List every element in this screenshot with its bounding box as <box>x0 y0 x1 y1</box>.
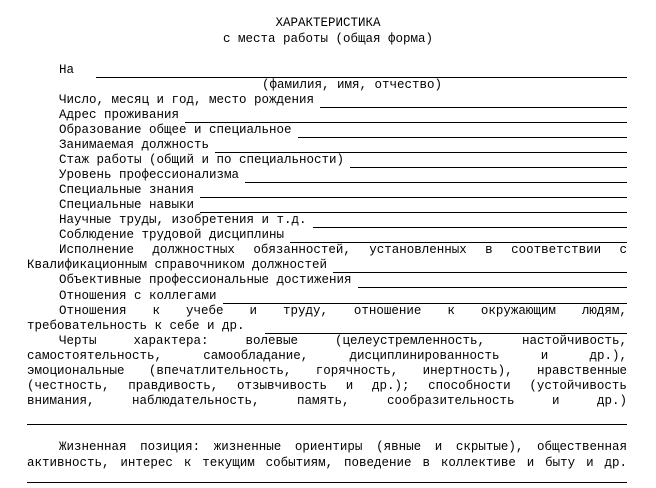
discipline-field[interactable] <box>290 230 627 243</box>
traits-line-1: Черты характера: волевые (целеустремленность, настойчивость, <box>59 334 627 348</box>
traits-line-2: самостоятельность, самообладание, дисциплинированность и др.), <box>27 349 627 363</box>
colleagues-label: Отношения с коллегами <box>59 289 217 303</box>
life-line-1: Жизненная позиция: жизненные ориентиры (явные и скрытые), общественная <box>59 440 627 454</box>
study-line-1: Отношения к учебе и труду, отношение к окружающим людям, <box>59 304 627 318</box>
birth-label: Число, месяц и год, место рождения <box>59 93 315 107</box>
traits-line-3: эмоциональные (впечатлительность, горячность, инертность), нравственные <box>27 364 627 378</box>
position-row <box>59 138 627 153</box>
professionalism-label: Уровень профессионализма <box>59 168 240 182</box>
experience-field[interactable] <box>350 155 627 168</box>
experience-row <box>59 153 627 168</box>
study-label: требовательность к себе и др. <box>27 319 245 333</box>
birth-field[interactable] <box>320 95 627 108</box>
to-label: На <box>59 63 75 77</box>
life-answer-line[interactable] <box>27 482 627 483</box>
education-label: Образование общее и специальное <box>59 123 292 137</box>
knowledge-label: Специальные знания <box>59 183 195 197</box>
discipline-label: Соблюдение трудовой дисциплины <box>59 228 285 242</box>
discipline-row <box>59 228 627 243</box>
duties-label: Квалификационным справочником должностей <box>27 258 328 272</box>
address-label: Адрес проживания <box>59 108 180 122</box>
works-field[interactable] <box>313 215 627 228</box>
study-row <box>27 319 627 334</box>
position-field[interactable] <box>215 140 627 153</box>
skills-label: Специальные навыки <box>59 198 195 212</box>
knowledge-row <box>59 183 627 198</box>
life-line-2: активность, интерес к текущим событиям, поведение в коллективе и быту и др. <box>27 456 627 470</box>
skills-field[interactable] <box>200 200 627 213</box>
document-subtitle: с места работы (общая форма) <box>222 32 434 46</box>
document-title: ХАРАКТЕРИСТИКА <box>275 16 381 30</box>
position-label: Занимаемая должность <box>59 138 210 152</box>
knowledge-field[interactable] <box>200 185 627 198</box>
traits-answer-line[interactable] <box>27 424 627 425</box>
colleagues-field[interactable] <box>223 291 627 304</box>
education-row <box>59 123 627 138</box>
to-row <box>59 63 627 78</box>
education-field[interactable] <box>298 125 627 138</box>
skills-row <box>59 198 627 213</box>
traits-line-4: (честность, правдивость, отзывчивость и др.); способности (устойчивость <box>27 379 627 393</box>
colleagues-row <box>59 289 627 304</box>
duties-row <box>27 258 627 273</box>
name-caption: (фамилия, имя, отчество) <box>262 78 443 92</box>
achievements-row <box>59 273 627 288</box>
traits-line-5: внимания, наблюдательность, память, сообразительность и др.) <box>27 394 627 408</box>
professionalism-field[interactable] <box>245 170 627 183</box>
works-row <box>59 213 627 228</box>
address-field[interactable] <box>185 110 627 123</box>
name-field[interactable] <box>96 65 627 78</box>
duties-line-1: Исполнение должностных обязанностей, установленных в соответствии с <box>59 243 627 257</box>
achievements-field[interactable] <box>358 275 627 288</box>
duties-field[interactable] <box>333 260 627 273</box>
achievements-label: Объективные профессиональные достижения <box>59 273 352 287</box>
works-label: Научные труды, изобретения и т.д. <box>59 213 307 227</box>
birth-row <box>59 93 627 108</box>
address-row <box>59 108 627 123</box>
study-field[interactable] <box>265 321 627 334</box>
experience-label: Стаж работы (общий и по специальности) <box>59 153 345 167</box>
professionalism-row <box>59 168 627 183</box>
